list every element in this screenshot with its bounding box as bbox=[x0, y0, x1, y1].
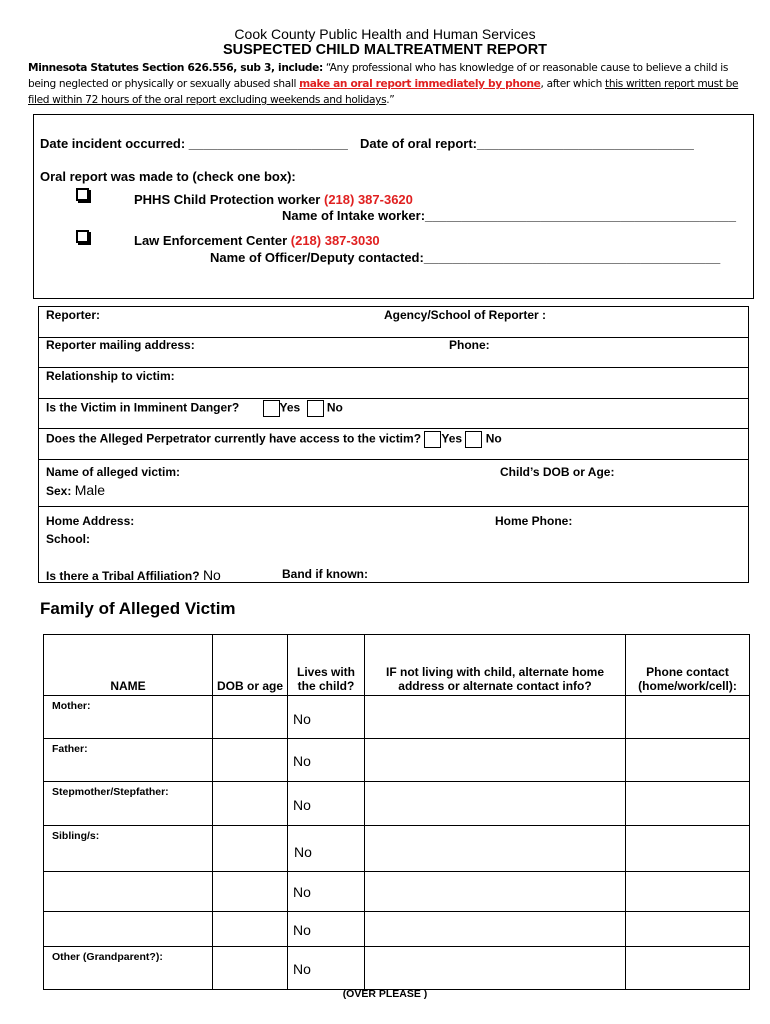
date-incident-field[interactable]: Date incident occurred: ______________________ bbox=[40, 136, 348, 151]
row-label: Sibling/s: bbox=[52, 830, 100, 842]
law-enforcement-option bbox=[134, 233, 380, 248]
statute-underlined: this written report must be filed within 72 hours of the oral report excluding weekends and holidays bbox=[28, 78, 739, 106]
lives-cell[interactable] bbox=[288, 782, 365, 826]
address-cell[interactable] bbox=[365, 782, 626, 826]
statute-text-3: .” bbox=[386, 94, 395, 106]
phone-cell[interactable] bbox=[626, 739, 750, 782]
perpetrator-access-label: Does the Alleged Perpetrator currently have access to the victim? bbox=[46, 431, 422, 446]
col-header-phone: Phone contact (home/work/cell): bbox=[626, 635, 750, 696]
col-header-lives-with: Lives with the child? bbox=[288, 635, 365, 696]
phhs-label: PHHS Child Protection worker bbox=[134, 192, 324, 207]
lives-cell[interactable] bbox=[288, 872, 365, 912]
form-title: SUSPECTED CHILD MALTREATMENT REPORT bbox=[222, 42, 548, 58]
perpetrator-access-question bbox=[46, 431, 502, 448]
danger-no-checkbox[interactable] bbox=[307, 400, 324, 417]
name-cell[interactable] bbox=[44, 912, 213, 947]
statute-text-2: , after which bbox=[540, 78, 606, 90]
address-cell[interactable] bbox=[365, 739, 626, 782]
address-cell[interactable] bbox=[365, 947, 626, 990]
grid-divider bbox=[39, 367, 748, 368]
danger-no-label: No bbox=[326, 400, 343, 415]
dob-cell[interactable] bbox=[213, 872, 288, 912]
name-cell[interactable] bbox=[44, 872, 213, 912]
agency-field[interactable]: Agency/School of Reporter : bbox=[384, 308, 547, 322]
statute-citation: Minnesota Statutes Section 626.556, sub 3, include: bbox=[28, 62, 323, 74]
perp-yes-label: Yes bbox=[441, 431, 463, 446]
phone-cell[interactable] bbox=[626, 826, 750, 872]
col-header-dob: DOB or age bbox=[213, 635, 288, 696]
row-label: Stepmother/Stepfather: bbox=[52, 786, 169, 798]
tribal-value[interactable]: No bbox=[202, 567, 221, 583]
row-label: Father: bbox=[52, 743, 88, 755]
tribal-row bbox=[46, 567, 221, 583]
lives-value: No bbox=[293, 711, 311, 727]
col-header-name: NAME bbox=[44, 635, 213, 696]
perp-no-checkbox[interactable] bbox=[465, 431, 482, 448]
name-cell[interactable] bbox=[44, 826, 213, 872]
reporter-phone-field[interactable]: Phone: bbox=[449, 338, 490, 352]
dob-cell[interactable] bbox=[213, 696, 288, 739]
family-header-row bbox=[44, 635, 750, 696]
organization-name: Cook County Public Health and Human Services bbox=[234, 26, 536, 42]
family-section-title: Family of Alleged Victim bbox=[40, 599, 236, 618]
family-row-other bbox=[44, 947, 750, 990]
grid-divider bbox=[39, 428, 748, 429]
law-enforcement-label: Law Enforcement Center bbox=[134, 233, 291, 248]
address-cell[interactable] bbox=[365, 872, 626, 912]
phhs-option bbox=[134, 192, 413, 207]
phone-cell[interactable] bbox=[626, 782, 750, 826]
statute-text-1: “Any professional who has knowledge of or reasonable cause to believe a child is being neglected or physically or sexually abused shall bbox=[28, 62, 729, 90]
address-cell[interactable] bbox=[365, 912, 626, 947]
phone-cell[interactable] bbox=[626, 947, 750, 990]
phone-cell[interactable] bbox=[626, 872, 750, 912]
sex-row bbox=[46, 482, 105, 498]
sex-label: Sex: bbox=[46, 484, 72, 498]
lives-cell[interactable] bbox=[288, 739, 365, 782]
date-oral-report-field[interactable]: Date of oral report:______________________________ bbox=[360, 136, 694, 151]
band-field[interactable]: Band if known: bbox=[282, 567, 368, 581]
grid-divider bbox=[39, 398, 748, 399]
family-row-sibling-3 bbox=[44, 912, 750, 947]
law-enforcement-checkbox[interactable] bbox=[76, 230, 89, 243]
family-table bbox=[43, 634, 750, 990]
home-phone-field[interactable]: Home Phone: bbox=[495, 514, 573, 528]
row-label: Other (Grandparent?): bbox=[52, 951, 163, 963]
officer-name-field[interactable]: Name of Officer/Deputy contacted:_________________________________________ bbox=[210, 250, 721, 265]
intake-worker-field[interactable]: Name of Intake worker:___________________________________________ bbox=[282, 208, 736, 223]
address-cell[interactable] bbox=[365, 696, 626, 739]
name-cell[interactable] bbox=[44, 947, 213, 990]
imminent-danger-label: Is the Victim in Imminent Danger? bbox=[46, 400, 240, 415]
statute-notice bbox=[28, 60, 748, 108]
name-cell[interactable] bbox=[44, 696, 213, 739]
phone-cell[interactable] bbox=[626, 696, 750, 739]
phhs-checkbox[interactable] bbox=[76, 188, 89, 201]
child-dob-field[interactable]: Child’s DOB or Age: bbox=[500, 465, 615, 479]
school-field[interactable]: School: bbox=[46, 532, 90, 546]
danger-yes-checkbox[interactable] bbox=[263, 400, 280, 417]
grid-divider bbox=[39, 506, 748, 507]
relationship-field[interactable]: Relationship to victim: bbox=[46, 369, 175, 383]
phone-cell[interactable] bbox=[626, 912, 750, 947]
lives-cell[interactable] bbox=[288, 826, 365, 872]
perp-no-label: No bbox=[485, 431, 502, 446]
law-enforcement-phone: (218) 387-3030 bbox=[290, 233, 380, 248]
row-label bbox=[44, 872, 212, 876]
dob-cell[interactable] bbox=[213, 782, 288, 826]
lives-value: No bbox=[293, 797, 311, 813]
family-row-step-parent bbox=[44, 782, 750, 826]
reporter-field[interactable]: Reporter: bbox=[46, 308, 101, 322]
row-label: Mother: bbox=[52, 700, 91, 712]
lives-value: No bbox=[293, 884, 311, 900]
statute-red-emphasis: make an oral report immediately by phone bbox=[299, 78, 541, 90]
address-cell[interactable] bbox=[365, 826, 626, 872]
danger-yes-label: Yes bbox=[279, 400, 301, 415]
lives-value: No bbox=[293, 753, 311, 769]
dob-cell[interactable] bbox=[213, 739, 288, 782]
dob-cell[interactable] bbox=[213, 947, 288, 990]
lives-value: No bbox=[293, 961, 311, 977]
family-row-sibling bbox=[44, 826, 750, 872]
oral-report-instruction: Oral report was made to (check one box): bbox=[40, 169, 296, 184]
col-header-alternate-address: IF not living with child, alternate home address or alternate contact info? bbox=[365, 635, 626, 696]
family-row-sibling-2 bbox=[44, 872, 750, 912]
family-row-mother bbox=[44, 696, 750, 739]
perp-yes-checkbox[interactable] bbox=[424, 431, 441, 448]
dob-cell[interactable] bbox=[213, 826, 288, 872]
family-row-father bbox=[44, 739, 750, 782]
grid-divider bbox=[39, 459, 748, 460]
name-cell[interactable] bbox=[44, 782, 213, 826]
tribal-label: Is there a Tribal Affiliation? bbox=[46, 569, 200, 583]
imminent-danger-question bbox=[46, 400, 343, 417]
name-cell[interactable] bbox=[44, 739, 213, 782]
lives-value: No bbox=[293, 922, 311, 938]
over-please-footer: (OVER PLEASE ) bbox=[342, 988, 428, 1000]
mailing-address-field[interactable]: Reporter mailing address: bbox=[46, 338, 195, 352]
dob-cell[interactable] bbox=[213, 912, 288, 947]
victim-name-field[interactable]: Name of alleged victim: bbox=[46, 465, 181, 479]
lives-cell[interactable] bbox=[288, 947, 365, 990]
lives-value: No bbox=[294, 844, 312, 860]
phhs-phone: (218) 387-3620 bbox=[323, 192, 413, 207]
lives-cell[interactable] bbox=[288, 912, 365, 947]
home-address-field[interactable]: Home Address: bbox=[46, 514, 135, 528]
sex-value[interactable]: Male bbox=[74, 482, 106, 498]
row-label bbox=[44, 912, 212, 916]
lives-cell[interactable] bbox=[288, 696, 365, 739]
